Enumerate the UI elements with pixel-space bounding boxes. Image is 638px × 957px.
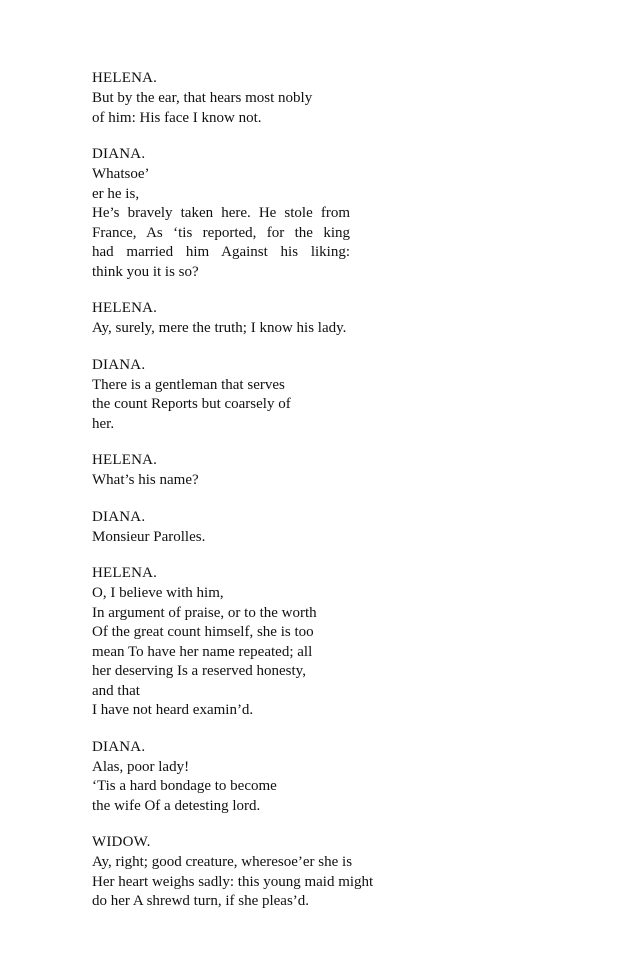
dialogue-line: France, As ‘tis reported, for the king [92, 224, 350, 241]
dialogue-line: er he is, [92, 185, 140, 202]
speech-block [92, 832, 392, 912]
dialogue-line: I have not heard examin’d. [92, 702, 254, 718]
speaker-name: HELENA. [92, 452, 158, 468]
dialogue-line: What’s his name? [92, 472, 199, 488]
dialogue-line: of him: His face I know not. [92, 109, 262, 126]
speech-block [92, 450, 392, 491]
dialogue-line: think you it is so? [92, 263, 199, 280]
speaker-name: DIANA. [92, 356, 146, 373]
dialogue-line: her. [92, 415, 115, 432]
dialogue-line: He’s bravely taken here. He stole from [92, 205, 350, 221]
speaker-name: DIANA. [92, 738, 146, 755]
dialogue-line: mean To have her name repeated; all [92, 643, 313, 660]
dialogue-line: O, I believe with him, [92, 585, 224, 601]
dialogue-line: Monsieur Parolles. [92, 528, 206, 545]
speech-block [92, 563, 392, 721]
dialogue-line: the count Reports but coarsely of [92, 396, 291, 412]
dialogue-line: Whatsoe’ [92, 166, 150, 182]
dialogue-line: There is a gentleman that serves [92, 376, 285, 393]
speaker-name: HELENA. [92, 300, 158, 316]
dialogue-line: ‘Tis a hard bondage to become [92, 778, 277, 794]
speech-block [92, 355, 392, 435]
speaker-name: HELENA. [92, 70, 158, 86]
speaker-name: HELENA. [92, 565, 158, 581]
dialogue-line: do her A shrewd turn, if she pleas’d. [92, 893, 310, 909]
dialogue-line: Ay, surely, mere the truth; I know his lady. [92, 320, 347, 336]
speaker-name: DIANA. [92, 146, 146, 162]
dialogue-line: and that [92, 682, 140, 699]
dialogue-line: her deserving Is a reserved honesty, [92, 663, 306, 679]
dialogue-line: Her heart weighs sadly: this young maid might [92, 873, 374, 890]
speech-block [92, 144, 392, 282]
dialogue-line: had married him Against his liking: [92, 244, 350, 260]
speech-block [92, 737, 392, 817]
speech-block [92, 68, 392, 128]
speech-block [92, 298, 392, 339]
speaker-name: WIDOW. [92, 834, 151, 850]
speech-block [92, 507, 392, 548]
dialogue-line: But by the ear, that hears most nobly [92, 90, 313, 106]
dialogue-line: Of the great count himself, she is too [92, 624, 314, 640]
document-page [92, 68, 392, 928]
speaker-name: DIANA. [92, 508, 146, 525]
dialogue-line: In argument of praise, or to the worth [92, 604, 317, 621]
dialogue-line: Ay, right; good creature, wheresoe’er she is [92, 854, 353, 870]
dialogue-line: Alas, poor lady! [92, 758, 190, 775]
dialogue-line: the wife Of a detesting lord. [92, 797, 261, 814]
